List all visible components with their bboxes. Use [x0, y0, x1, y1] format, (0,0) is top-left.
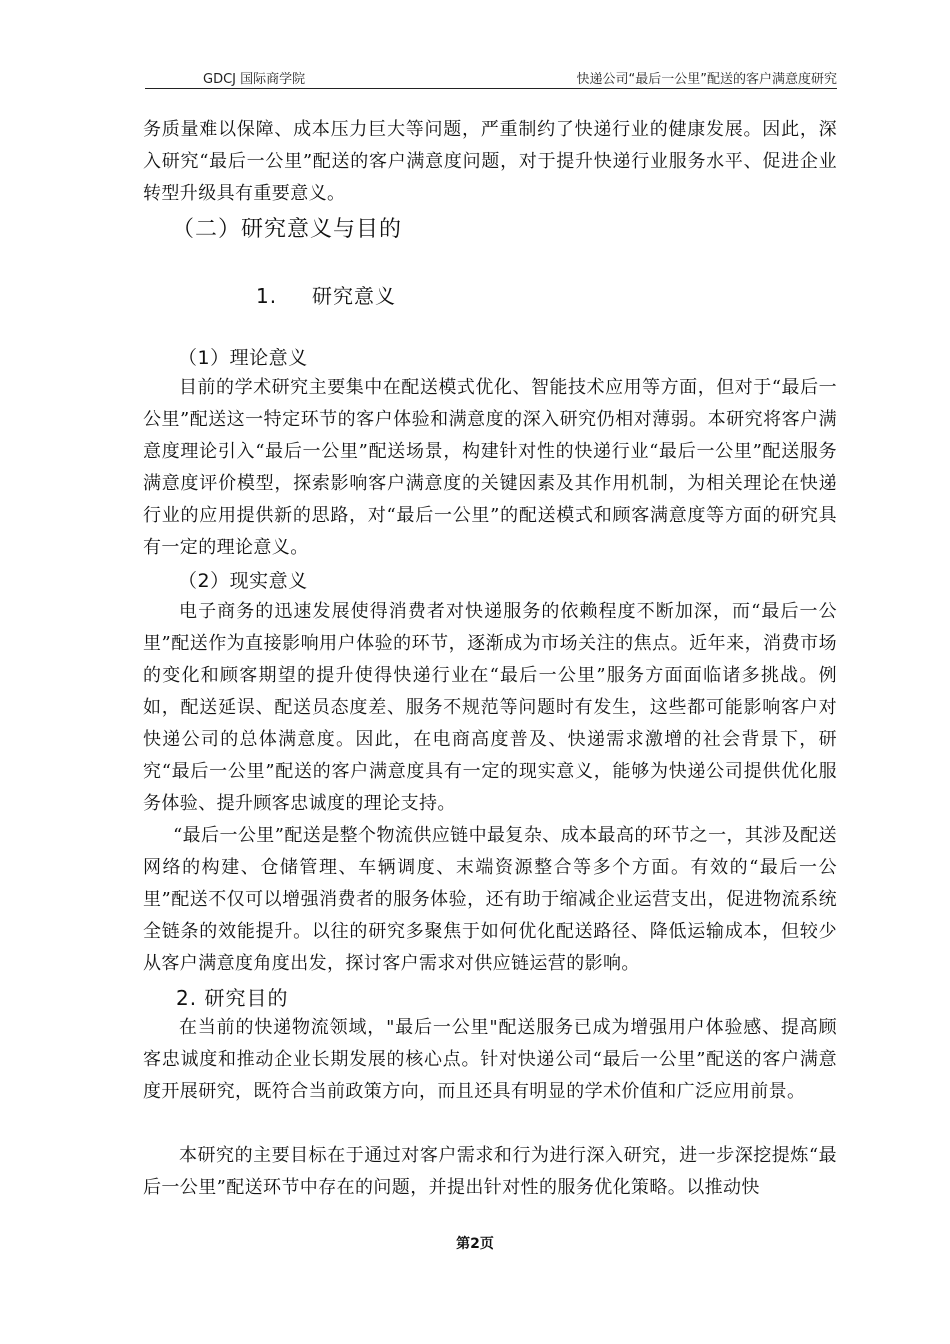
heading-practical: （2）现实意义	[178, 570, 308, 592]
paragraph-intro: 务质量难以保障、成本压力巨大等问题，严重制约了快递行业的健康发展。因此，深入研究“最后一公里”配送的客户满意度问题，对于提升快递行业服务水平、促进企业转型升级具有重要意义。	[143, 119, 837, 204]
page-header	[145, 66, 837, 89]
header-school: GDCJ 国际商学院	[203, 72, 306, 87]
section-heading: （二）研究意义与目的	[172, 217, 403, 242]
subsection-heading-1	[256, 280, 396, 309]
paragraph-theory: 目前的学术研究主要集中在配送模式优化、智能技术应用等方面，但对于“最后一公里”配送这一特定环节的客户体验和满意度的深入研究仍相对薄弱。本研究将客户满意度理论引入“最后一公里”配送场景，构建针对性的快递行业“最后一公里”配送服务满意度评价模型，探索影响客户满意度的关键因素及其作用机制，为相关理论在快递行业的应用提供新的思路，对“最后一公里”的配送模式和顾客满意度等方面的研究具有一定的理论意义。	[143, 377, 837, 558]
header-title: 快递公司“最后一公里”配送的客户满意度研究	[576, 72, 837, 87]
paragraph-goal-1: 在当前的快递物流领域，"最后一公里"配送服务已成为增强用户体验感、提高顾客忠诚度和推动企业长期发展的核心点。针对快递公司“最后一公里”配送的客户满意度开展研究，既符合当前政策方向，而且还具有明显的学术价值和广泛应用前景。	[143, 1017, 837, 1102]
heading-goal: 2. 研究目的	[176, 986, 289, 1010]
page-number: 第2页	[456, 1236, 494, 1252]
paragraph-goal-2: 本研究的主要目标在于通过对客户需求和行为进行深入研究，进一步深挖提炼“最后一公里”配送环节中存在的问题，并提出针对性的服务优化策略。以推动快	[143, 1145, 837, 1198]
subsection-number: 1.	[256, 284, 278, 308]
heading-theory: （1）理论意义	[178, 347, 308, 369]
paragraph-practical-1: 电子商务的迅速发展使得消费者对快递服务的依赖程度不断加深，而“最后一公里”配送作为直接影响用户体验的环节，逐渐成为市场关注的焦点。近年来，消费市场的变化和顾客期望的提升使得快递行业在“最后一公里”服务方面面临诸多挑战。例如，配送延误、配送员态度差、服务不规范等问题时有发生，这些都可能影响客户对快递公司的总体满意度。因此，在电商高度普及、快递需求激增的社会背景下，研究“最后一公里”配送的客户满意度具有一定的现实意义，能够为快递公司提供优化服务体验、提升顾客忠诚度的理论支持。	[143, 601, 837, 814]
subsection-title: 研究意义	[312, 284, 396, 308]
paragraph-practical-2: “最后一公里”配送是整个物流供应链中最复杂、成本最高的环节之一，其涉及配送网络的构建、仓储管理、车辆调度、末端资源整合等多个方面。有效的“最后一公里”配送不仅可以增强消费者的服务体验，还有助于缩减企业运营支出，促进物流系统全链条的效能提升。以往的研究多聚焦于如何优化配送路径、降低运输成本，但较少从客户满意度角度出发，探讨客户需求对供应链运营的影响。	[143, 825, 837, 974]
